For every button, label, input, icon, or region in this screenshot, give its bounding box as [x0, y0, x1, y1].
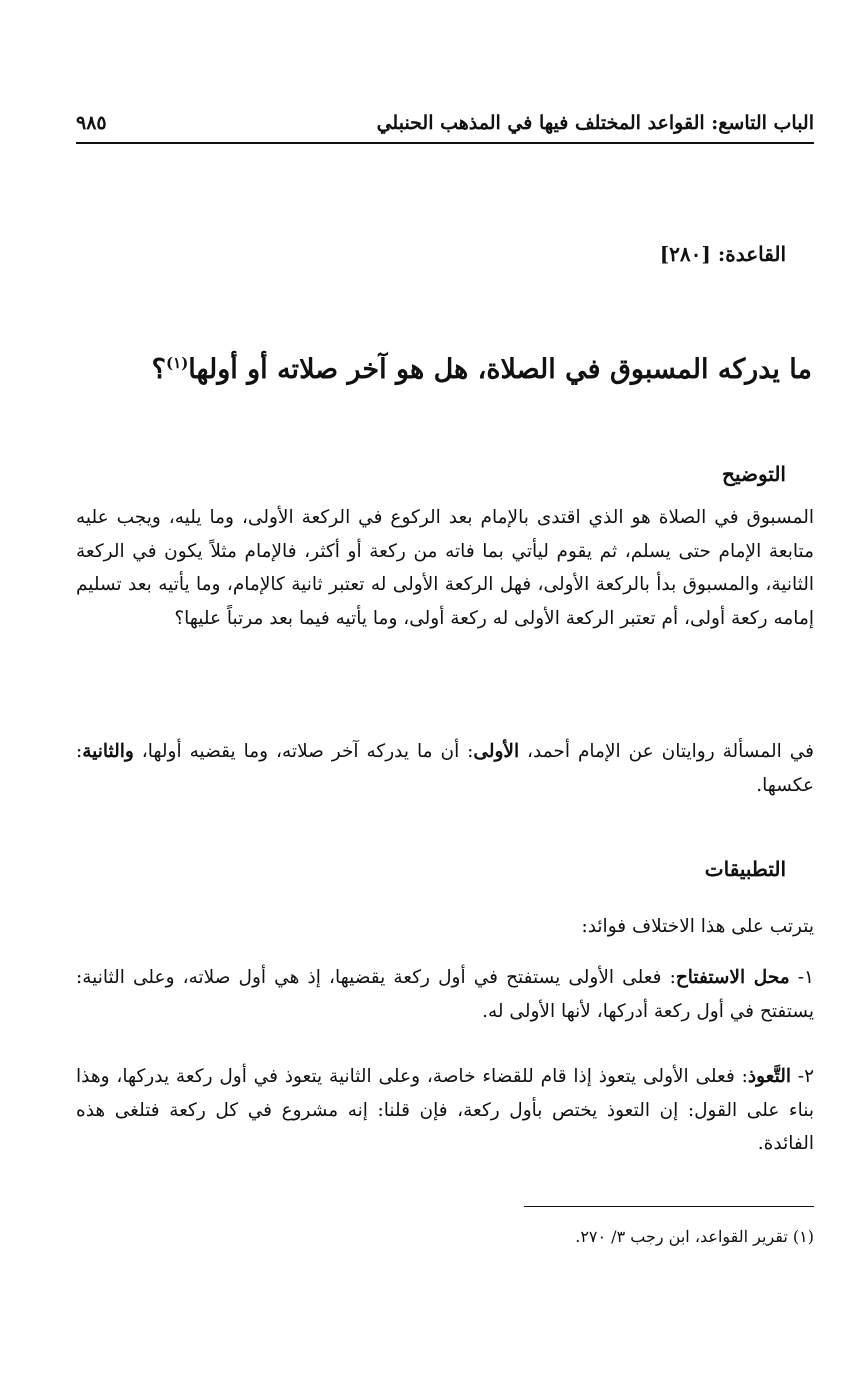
question-text: ما يدركه المسبوق في الصلاة، هل هو آخر صلاته أو أولها [188, 354, 812, 385]
application-item-2 [76, 1060, 814, 1161]
footnote-marker: (١) [792, 1227, 814, 1246]
chapter-title: الباب التاسع: القواعد المختلف فيها في المذهب الحنبلي [376, 112, 814, 134]
item2-number: ٢- [790, 1066, 814, 1087]
page-number: ٩٨٥ [76, 112, 107, 134]
applications-intro: يترتب على هذا الاختلاف فوائد: [581, 916, 814, 937]
rule-label-text: القاعدة: [717, 242, 786, 266]
first-narration-label: الأولى [473, 741, 520, 762]
running-header [76, 104, 814, 144]
footnote-text: تقرير القواعد، ابن رجب ٣/ ٢٧٠. [575, 1227, 788, 1246]
item1-text: : فعلى الأولى يستفتح في أول ركعة يقضيها، إذ هي أول صلاته، وعلى الثانية: يستفتح في أول ركعة أدركها، لأنها الأولى له. [76, 967, 814, 1022]
explanation-heading: التوضيح [722, 462, 786, 486]
footnote-reference[interactable]: (١) [166, 354, 189, 372]
item2-text: : فعلى الأولى يتعوذ إذا قام للقضاء خاصة، وعلى الثانية يتعوذ في أول ركعة يدركها، وهذا بناء على القول: إن التعوذ يختص بأول ركعة، فإن قلنا: إنه مشروع في كل ركعة فتلغى هذه الفائدة. [76, 1066, 814, 1154]
para2-text-1: في المسألة روايتان عن الإمام أحمد، [519, 741, 814, 762]
rule-label [660, 240, 786, 268]
rule-number: [٢٨٠] [659, 242, 711, 266]
question-mark: ؟ [151, 354, 167, 385]
footnote [76, 1224, 814, 1250]
footnote-divider [524, 1206, 814, 1207]
applications-heading: التطبيقات [704, 857, 786, 881]
explanation-paragraph-1: المسبوق في الصلاة هو الذي اقتدى بالإمام بعد الركوع في الركعة الأولى، وما يليه، ويجب عليه متابعة الإمام حتى يسلم، ثم يقوم ليأتي بما فاته من ركعة أو أكثر، فالإمام مثلاً يكون في الركعة الثانية، والمسبوق بدأ بالركعة الأولى، فهل الركعة الأولى له تعتبر ثانية كالإمام، وما يأتيه بعد تسليم إمامه ركعة أولى، أم تعتبر الركعة الأولى له ركعة أولى، وما يأتيه فيما بعد مرتباً عليها؟ [76, 507, 814, 629]
second-narration-label: والثانية [82, 741, 134, 762]
main-question [56, 345, 812, 388]
explanation-paragraph-2 [76, 735, 814, 802]
application-item-1 [76, 961, 814, 1028]
item1-title: محل الاستفتاح [675, 967, 790, 988]
para2-text-3: : عكسها. [76, 741, 814, 796]
item2-title: التَّعوذ [747, 1066, 791, 1087]
item1-number: ١- [789, 967, 814, 988]
para2-text-2: : أن ما يدركه آخر صلاته، وما يقضيه أولها، [133, 741, 474, 762]
